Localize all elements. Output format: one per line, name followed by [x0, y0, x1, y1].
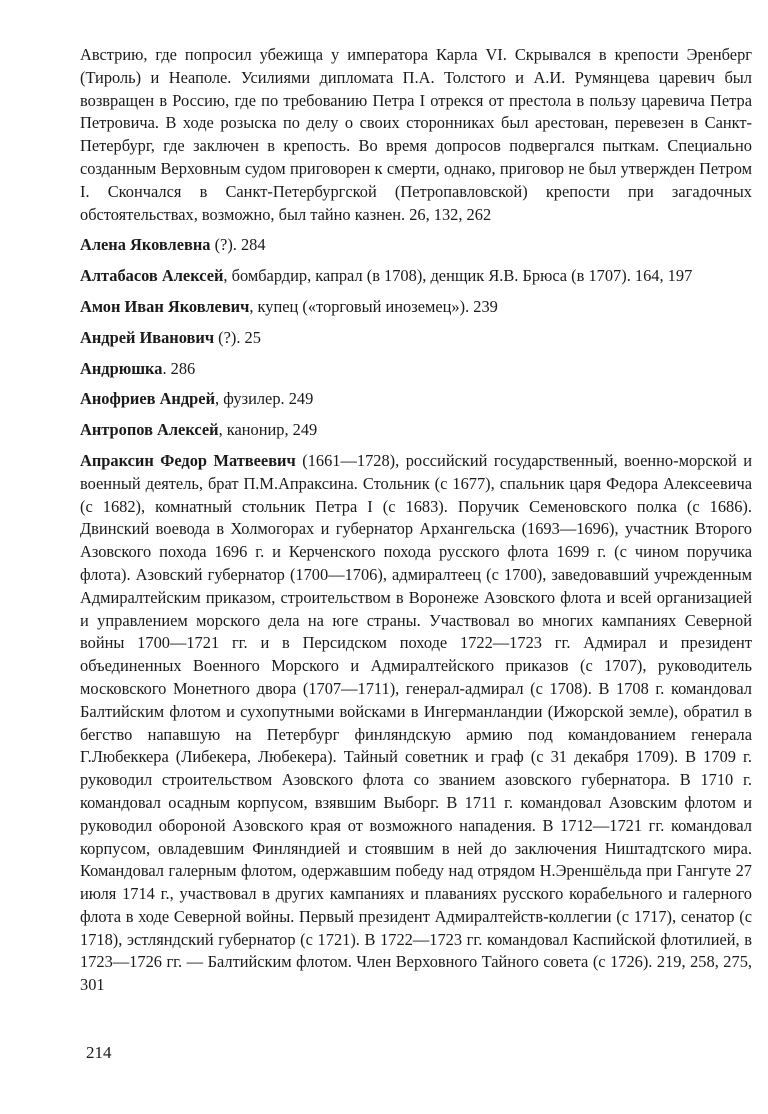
index-entry: [80, 388, 752, 411]
index-entry: [80, 265, 752, 288]
index-page: [80, 44, 752, 1005]
entry-text: (1661—1728), российский государственный, военно-морской и военный деятель, брат П.М.Апраксина. Стольник (с 1677), спальник царя Федора Алексеевича (с 1682), комнатный стольник Петра I (с 1683). Поручик Семеновского полка (с 1686). Двинский воевода в Холмогорах и губернатор Архангельска (1693—1696), участник Второго Азовского похода 1696 г. и Керченского похода русского флота 1699 г. (с чином поручика флота). Азовский губернатор (1700—1706), адмиралтеец (с 1700), заведовавший учрежденным Адмиралтейским приказом, строительством в Воронеже Азовского флота и всей организацией и управлением морского дела на юге страны. Участвовал во многих кампаниях Северной войны 1700—1721 гг. и в Персидском походе 1722—1723 гг. Адмирал и президент объединенных Военного Морского и Адмиралтейского приказов (с 1707), руководитель московского Монетного двора (1707—1711), генерал-адмирал (с 1708). В 1708 г. командовал Балтийским флотом и сухопутными войсками в Ингерманландии (Ижорской земле), обратил в бегство напавшую на Петербург финляндскую армию под командованием генерала Г.Любеккера (Либекера, Любекера). Тайный советник и граф (с 31 декабря 1709). В 1709 г. руководил строительством Азовского флота со званием азовского губернатора. В 1710 г. командовал осадным корпусом, взявшим Выборг. В 1711 г. командовал Азовским флотом и руководил обороной Азовского края от возможного нападения. В 1712—1721 гг. командовал корпусом, овладевшим Финляндией и стоявшим в ней до заключения Ништадтского мира. Командовал галерным флотом, одержавшим победу над отрядом Н.Эреншёльда при Гангуте 27 июля 1714 г., участвовал в других кампаниях и плаваниях русского корабельного и галерного флота в ходе Северной войны. Первый президент Адмиралтейств-коллегии (с 1717), сенатор (с 1718), эстляндский губернатор (с 1721). В 1722—1723 гг. командовал Каспийской флотилией, в 1723—1726 гг. — Балтийским флотом. Член Верховного Тайного совета (с 1726). 219, 258, 275, 301: [80, 450, 752, 995]
entry-text: , бомбардир, капрал (в 1708), денщик Я.В. Брюса (в 1707). 164, 197: [223, 266, 693, 286]
entry-name: Амон Иван Яковлевич: [80, 296, 250, 316]
index-entry: [80, 450, 752, 997]
entry-name: Анофриев Андрей: [80, 389, 216, 409]
entry-text: Австрию, где попросил убежища у императора Карла VI. Скрывался в крепости Эренберг (Тироль) и Неаполе. Усилиями дипломата П.А. Толстого и А.И. Румянцева царевич был возвращен в Россию, где по требованию Петра I отрекся от престола в пользу царевича Петра Петровича. В ходе розыска по делу о своих сторонниках был арестован, перевезен в Санкт-Петербург, где заключен в крепость. Во время допросов подвергался пыткам. Специально созданным Верховным судом приговорен к смерти, однако, приговор не был утвержден Петром I. Скончался в Санкт-Петербургской (Петропавловской) крепости при загадочных обстоятельствах, возможно, был тайно казнен. 26, 132, 262: [80, 45, 752, 224]
entry-text: , купец («торговый иноземец»). 239: [249, 296, 498, 316]
entry-name: Андрей Иванович: [80, 327, 215, 347]
index-entry: [80, 358, 752, 381]
index-entry: [80, 234, 752, 257]
page-number: 214: [86, 1043, 112, 1062]
entry-text: , канонир, 249: [218, 420, 318, 440]
entry-name: Апраксин Федор Матвеевич: [80, 450, 296, 470]
index-entry: [80, 296, 752, 319]
entry-name: Андрюшка: [80, 358, 163, 378]
entry-name: Алена Яковлевна: [80, 235, 211, 255]
entry-name: Антропов Алексей: [80, 420, 219, 440]
entry-name: Алтабасов Алексей: [80, 266, 224, 286]
entry-text: (?). 25: [214, 327, 261, 347]
index-entry: [80, 419, 752, 442]
entry-text: (?). 284: [210, 235, 266, 255]
entry-text: , фузилер. 249: [215, 389, 314, 409]
index-entry-continuation: [80, 44, 752, 226]
index-entry: [80, 327, 752, 350]
entry-text: . 286: [162, 358, 196, 378]
